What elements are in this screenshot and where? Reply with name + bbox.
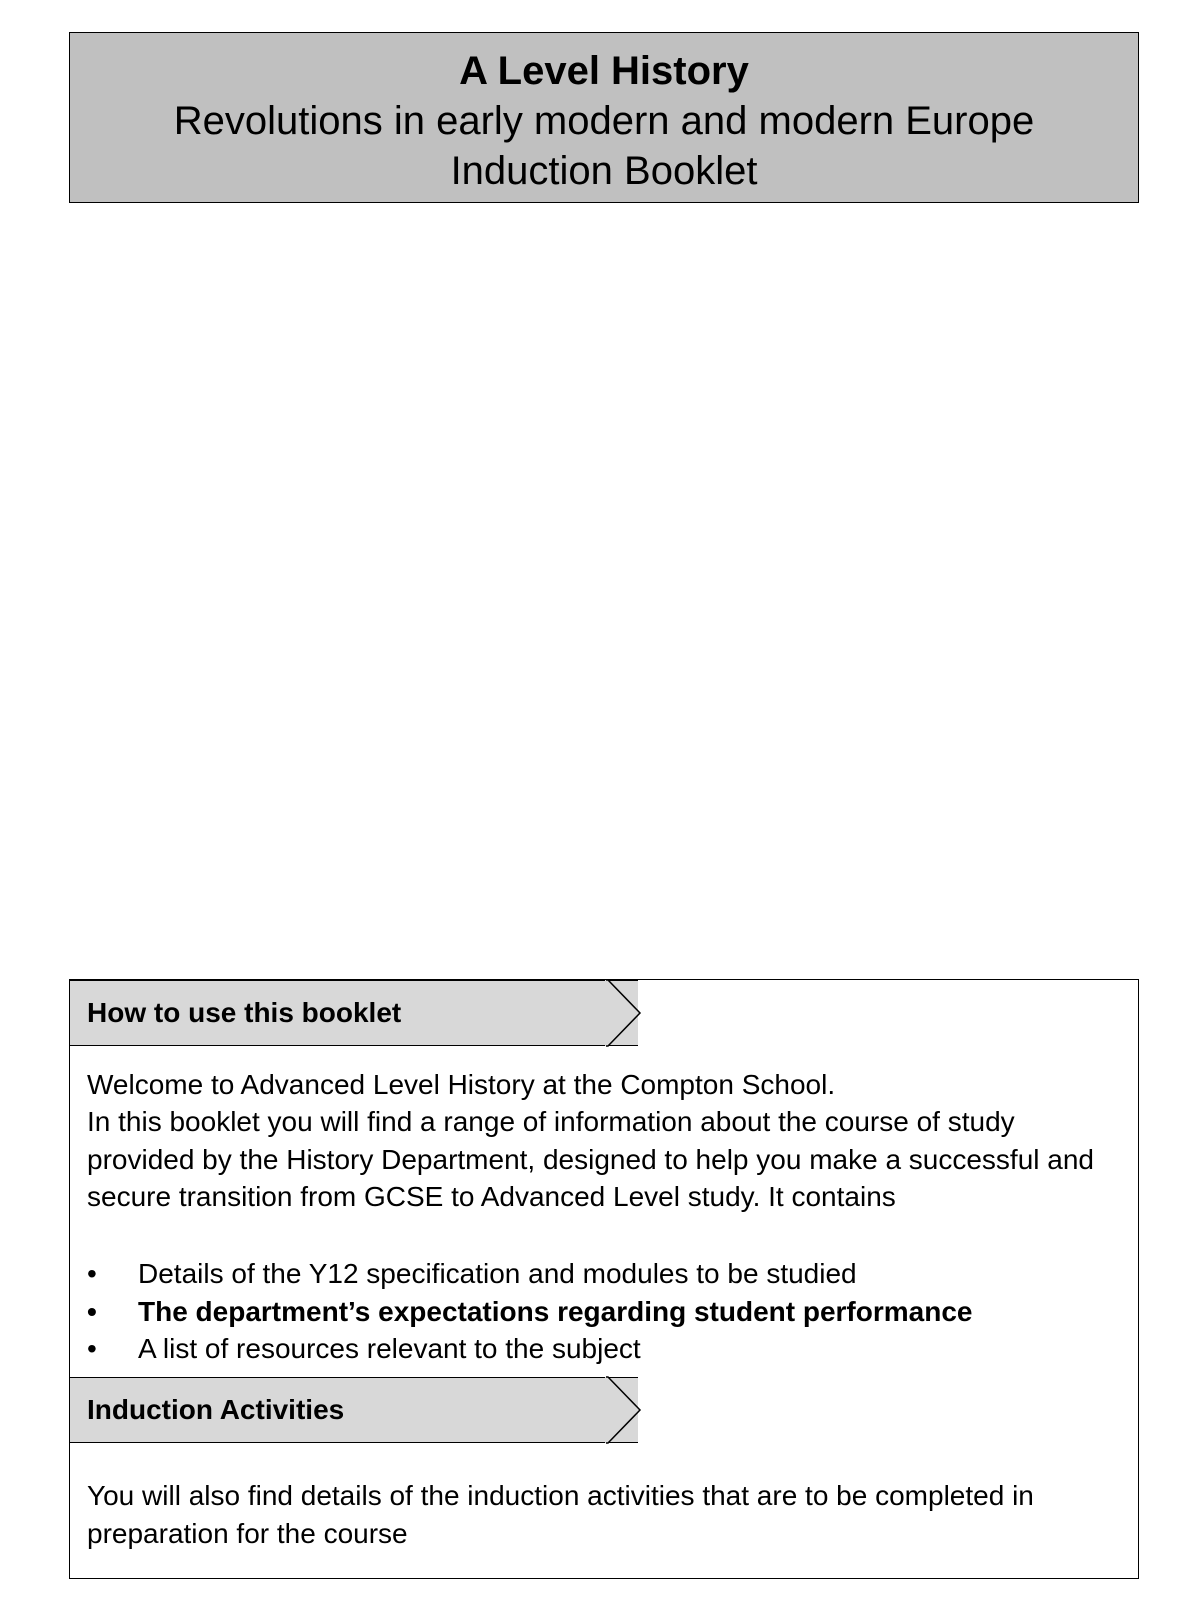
induction-heading: Induction Activities: [87, 1394, 345, 1425]
how-to-use-header: [70, 980, 638, 1046]
header-arrow-icon: [606, 1377, 642, 1443]
list-item: • Details of the Y12 specification and modules to be studied: [87, 1255, 1121, 1293]
header-arrow-icon: [606, 980, 642, 1046]
title-box: [69, 32, 1139, 203]
info-box: [69, 979, 1139, 1579]
booklet-label: Induction Booklet: [450, 149, 758, 193]
list-item: • A list of resources relevant to the subject: [87, 1330, 1121, 1368]
page-title: A Level History: [459, 49, 749, 93]
induction-header: [70, 1377, 638, 1443]
how-to-use-heading: How to use this booklet: [87, 997, 402, 1028]
welcome-text: Welcome to Advanced Level History at the Compton School.: [87, 1069, 836, 1100]
bullet-icon: •: [87, 1295, 97, 1327]
induction-text: You will also find details of the induction activities that are to be completed in preparation for the course: [87, 1480, 1034, 1549]
intro-text: In this booklet you will find a range of information about the course of study provided by the History Department, designed to help you make a successful and secure transition from GCSE to Advanced Level study. It contains: [87, 1106, 1095, 1212]
page-subtitle: Revolutions in early modern and modern Europe: [173, 99, 1035, 143]
bullet-icon: •: [87, 1258, 97, 1289]
bullet-icon: •: [87, 1333, 97, 1364]
list-item: • The department’s expectations regarding student performance: [87, 1293, 1121, 1331]
contents-list: [87, 1255, 1121, 1368]
